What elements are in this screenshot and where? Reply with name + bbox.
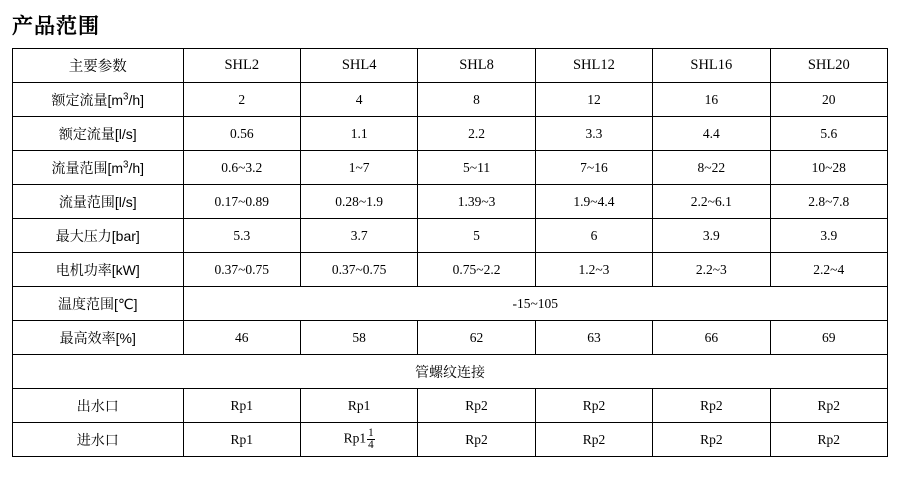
cell-value-text: Rp1: [343, 430, 367, 446]
table-row: [13, 287, 888, 321]
row-label-text: 额定流量[m: [51, 91, 124, 108]
cell-value: 0.37~0.75: [183, 253, 300, 287]
cell-value: 69: [770, 321, 887, 355]
cell-value: 2.2~4: [770, 253, 887, 287]
table-row: [13, 83, 888, 117]
row-label: 流量范围[l/s]: [13, 185, 184, 219]
cell-value: 0.17~0.89: [183, 185, 300, 219]
row-label-superscript: 3: [123, 158, 129, 170]
table-row: [13, 185, 888, 219]
cell-value: 3.9: [653, 219, 770, 253]
cell-value: 1.2~3: [535, 253, 652, 287]
table-row: [13, 253, 888, 287]
row-label: 最高效率[%]: [13, 321, 184, 355]
cell-value: 0.75~2.2: [418, 253, 535, 287]
cell-value: 12: [535, 83, 652, 117]
cell-value: 1.39~3: [418, 185, 535, 219]
cell-value: Rp2: [653, 423, 770, 457]
row-label-tail: /h]: [128, 159, 145, 176]
cell-value: Rp1: [183, 389, 300, 423]
row-label: [13, 83, 184, 117]
cell-value: 3.3: [535, 117, 652, 151]
cell-value: 5.3: [183, 219, 300, 253]
section-title: 管螺纹连接: [13, 355, 888, 389]
table-header-row: [13, 49, 888, 83]
cell-value: 1.9~4.4: [535, 185, 652, 219]
table-row: [13, 117, 888, 151]
cell-value: 0.56: [183, 117, 300, 151]
table-section-row: [13, 355, 888, 389]
cell-value: 2.8~7.8: [770, 185, 887, 219]
table-row: [13, 219, 888, 253]
table-row: [13, 151, 888, 185]
cell-value: 5.6: [770, 117, 887, 151]
cell-value: 2.2: [418, 117, 535, 151]
column-header-model-shl2: SHL2: [183, 49, 300, 83]
cell-value: 4.4: [653, 117, 770, 151]
cell-value: 5: [418, 219, 535, 253]
cell-value: 8~22: [653, 151, 770, 185]
row-label-tail: /h]: [128, 91, 145, 108]
cell-value: 66: [653, 321, 770, 355]
fraction-numerator: 1: [368, 426, 374, 439]
cell-value: 62: [418, 321, 535, 355]
table-row: [13, 389, 888, 423]
column-header-model-shl4: SHL4: [300, 49, 417, 83]
cell-value-fraction: [300, 423, 417, 457]
cell-value: 3.7: [300, 219, 417, 253]
cell-value: Rp2: [418, 423, 535, 457]
column-header-model-shl12: SHL12: [535, 49, 652, 83]
cell-value: 5~11: [418, 151, 535, 185]
cell-value: 0.6~3.2: [183, 151, 300, 185]
cell-value: 7~16: [535, 151, 652, 185]
table-row: [13, 321, 888, 355]
cell-value: Rp2: [535, 389, 652, 423]
row-label: 额定流量[l/s]: [13, 117, 184, 151]
cell-value: 2: [183, 83, 300, 117]
table-row: [13, 423, 888, 457]
cell-value: 1~7: [300, 151, 417, 185]
column-header-model-shl20: SHL20: [770, 49, 887, 83]
cell-value: Rp1: [183, 423, 300, 457]
cell-value: 0.37~0.75: [300, 253, 417, 287]
cell-value: Rp2: [770, 423, 887, 457]
cell-value: 3.9: [770, 219, 887, 253]
cell-value: 10~28: [770, 151, 887, 185]
cell-value: Rp1: [300, 389, 417, 423]
cell-value: 2.2~6.1: [653, 185, 770, 219]
row-label: 电机功率[kW]: [13, 253, 184, 287]
cell-value: 4: [300, 83, 417, 117]
column-header-parameter: 主要参数: [13, 49, 184, 83]
specification-table: [12, 48, 888, 457]
row-label-text: 流量范围[m: [51, 159, 124, 176]
cell-value-merged: -15~105: [183, 287, 887, 321]
fraction: [367, 428, 375, 451]
row-label: 进水口: [13, 423, 184, 457]
row-label: [13, 151, 184, 185]
cell-value: 58: [300, 321, 417, 355]
cell-value: 2.2~3: [653, 253, 770, 287]
cell-value: 6: [535, 219, 652, 253]
cell-value: 16: [653, 83, 770, 117]
cell-value: 20: [770, 83, 887, 117]
column-header-model-shl16: SHL16: [653, 49, 770, 83]
cell-value: Rp2: [418, 389, 535, 423]
cell-value: Rp2: [770, 389, 887, 423]
cell-value: Rp2: [653, 389, 770, 423]
row-label: 温度范围[℃]: [13, 287, 184, 321]
cell-value: Rp2: [535, 423, 652, 457]
fraction-denominator: 4: [368, 439, 374, 451]
cell-value: 0.28~1.9: [300, 185, 417, 219]
cell-value: 1.1: [300, 117, 417, 151]
cell-value: 8: [418, 83, 535, 117]
table-header: [13, 49, 888, 83]
cell-value: 63: [535, 321, 652, 355]
cell-value: 46: [183, 321, 300, 355]
table-body: [13, 83, 888, 457]
row-label: 出水口: [13, 389, 184, 423]
row-label-superscript: 3: [123, 90, 129, 102]
page-title: 产品范围: [12, 15, 100, 38]
column-header-model-shl8: SHL8: [418, 49, 535, 83]
row-label: 最大压力[bar]: [13, 219, 184, 253]
